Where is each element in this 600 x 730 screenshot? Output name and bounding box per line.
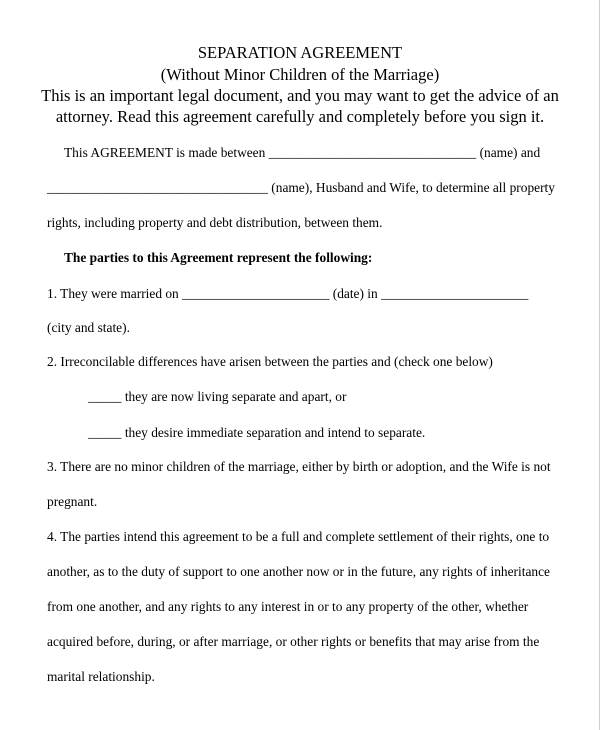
notice-line-1: This is an important legal document, and you may want to get the advice of an [41, 86, 559, 105]
item-2: 2. Irreconcilable differences have arisen between the parties and (check one below) [47, 354, 493, 369]
item-2-option-a: _____ they are now living separate and apart, or [88, 389, 347, 404]
intro-line-1: This AGREEMENT is made between _______________________________ (name) and [64, 145, 541, 160]
item-1-line-2: (city and state). [47, 320, 130, 335]
notice-line-2: attorney. Read this agreement carefully and completely before you sign it. [55, 107, 545, 126]
document-subtitle: (Without Minor Children of the Marriage) [160, 65, 440, 84]
item-4-line-4: acquired before, during, or after marriage, or other rights or benefits that may arise from the [47, 634, 540, 649]
item-2-option-b: _____ they desire immediate separation and intend to separate. [88, 425, 426, 440]
document-title: SEPARATION AGREEMENT [197, 43, 403, 62]
parties-heading: The parties to this Agreement represent the following: [64, 250, 373, 265]
item-4-line-1: 4. The parties intend this agreement to be a full and complete settlement of their rights, one to [47, 529, 550, 544]
item-3-line-2: pregnant. [47, 494, 98, 509]
item-4-line-5: marital relationship. [47, 669, 155, 684]
intro-line-2: _________________________________ (name), Husband and Wife, to determine all property [47, 180, 555, 195]
intro-line-3: rights, including property and debt distribution, between them. [47, 215, 383, 230]
item-1-line-1: 1. They were married on ______________________ (date) in ______________________ [47, 286, 529, 301]
item-4-line-2: another, as to the duty of support to one another now or in the future, any rights of inheritance [47, 564, 550, 579]
item-3-line-1: 3. There are no minor children of the marriage, either by birth or adoption, and the Wife is not [47, 459, 551, 474]
item-4-line-3: from one another, and any rights to any interest in or to any property of the other, whether [47, 599, 529, 614]
